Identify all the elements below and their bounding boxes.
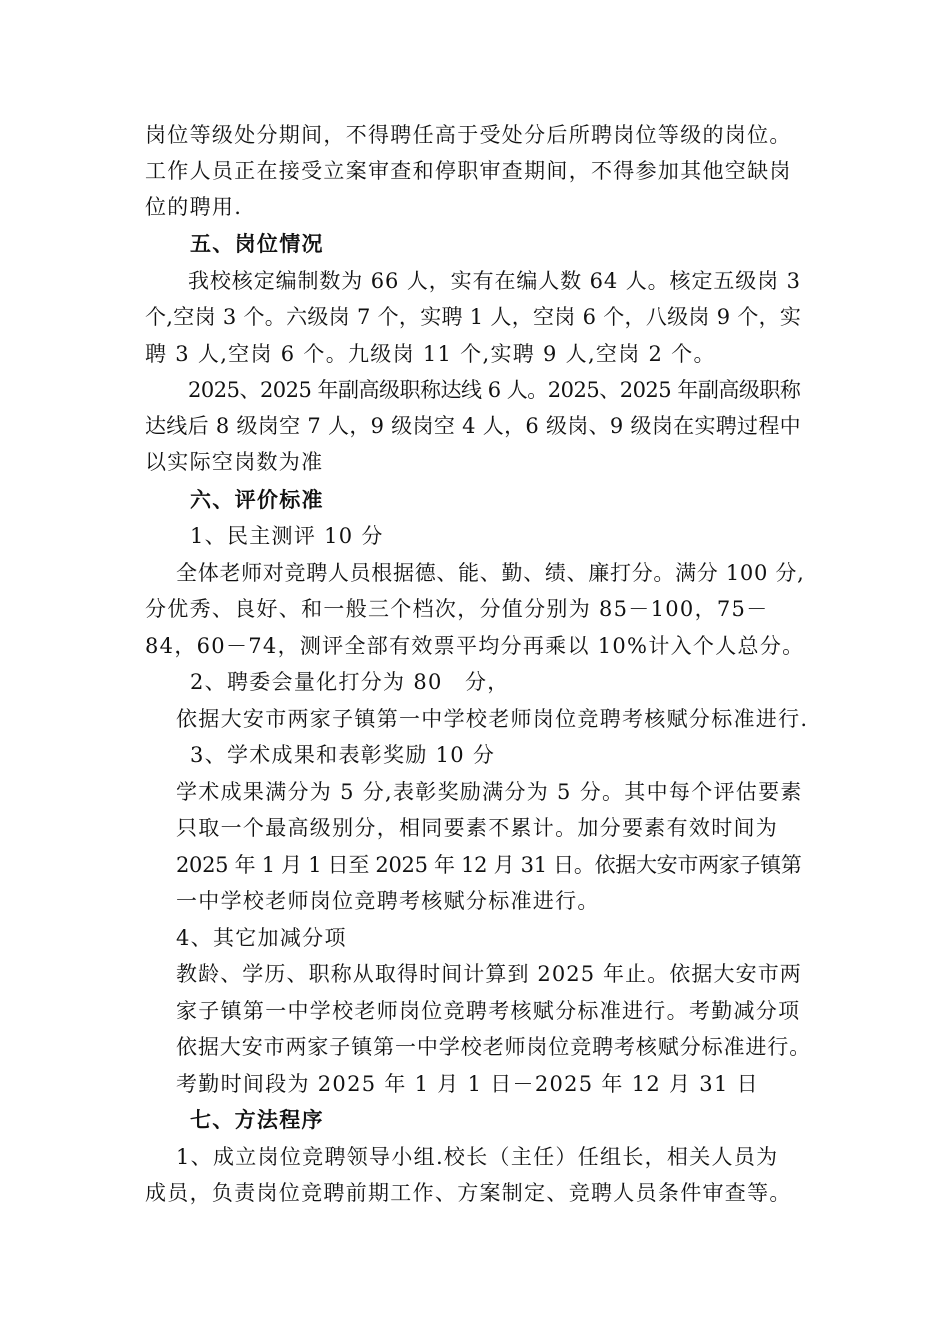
paragraph-line: 个,空岗 3 个。六级岗 7 个，实聘 1 人，空岗 6 个，八级岗 9 个，实 [145, 305, 802, 329]
paragraph-line: 依据大安市两家子镇第一中学校老师岗位竞聘考核赋分标准进行。 [176, 1035, 812, 1059]
section-heading-5: 五、岗位情况 [190, 232, 324, 256]
paragraph-line: 1、成立岗位竞聘领导小组.校长（主任）任组长，相关人员为 [176, 1145, 779, 1169]
paragraph-line: 学术成果满分为 5 分,表彰奖励满分为 5 分。其中每个评估要素 [176, 780, 803, 804]
subsection-title: 4、其它加减分项 [176, 926, 347, 950]
paragraph-line: 一中学校老师岗位竞聘考核赋分标准进行。 [176, 889, 600, 913]
paragraph-line: 我校核定编制数为 66 人，实有在编人数 64 人。核定五级岗 3 [188, 269, 801, 293]
paragraph-line: 以实际空岗数为准 [145, 450, 324, 474]
paragraph-line: 分优秀、良好、和一般三个档次，分值分别为 85－100，75－ [145, 597, 769, 621]
paragraph-line: 2025 年 1 月 1 日至 2025 年 12 月 31 日。依据大安市两家子镇第 [176, 853, 802, 877]
paragraph-line: 家子镇第一中学校老师岗位竞聘考核赋分标准进行。考勤减分项 [176, 999, 801, 1023]
paragraph-line: 聘 3 人,空岗 6 个。九级岗 11 个,实聘 9 人,空岗 2 个。 [145, 342, 716, 366]
paragraph-line: 依据大安市两家子镇第一中学校老师岗位竞聘考核赋分标准进行. [176, 707, 809, 731]
paragraph-line: 工作人员正在接受立案审查和停职审查期间，不得参加其他空缺岗 [145, 159, 792, 183]
paragraph-line: 位的聘用. [145, 195, 243, 219]
paragraph-line: 2025、2025 年副高级职称达线 6 人。2025、2025 年副高级职称 [188, 378, 801, 402]
subsection-title: 2、聘委会量化打分为 80 分， [190, 670, 510, 694]
paragraph-line: 岗位等级处分期间，不得聘任高于受处分后所聘岗位等级的岗位。 [145, 123, 792, 147]
paragraph-line: 成员，负责岗位竞聘前期工作、方案制定、竞聘人员条件审查等。 [145, 1181, 792, 1205]
paragraph-line: 84，60－74，测评全部有效票平均分再乘以 10%计入个人总分。 [145, 634, 805, 658]
section-heading-6: 六、评价标准 [190, 488, 324, 512]
paragraph-line: 教龄、学历、职称从取得时间计算到 2025 年止。依据大安市两 [176, 962, 802, 986]
section-heading-7: 七、方法程序 [190, 1108, 324, 1132]
subsection-title: 1、民主测评 10 分 [190, 524, 384, 548]
paragraph-line: 达线后 8 级岗空 7 人，9 级岗空 4 人，6 级岗、9 级岗在实聘过程中 [145, 414, 801, 438]
paragraph-line: 只取一个最高级别分，相同要素不累计。加分要素有效时间为 [176, 816, 779, 840]
subsection-title: 3、学术成果和表彰奖励 10 分 [190, 743, 496, 767]
paragraph-line: 全体老师对竞聘人员根据德、能、勤、绩、廉打分。满分 100 分, [176, 561, 805, 585]
paragraph-line: 考勤时间段为 2025 年 1 月 1 日－2025 年 12 月 31 日 [176, 1072, 759, 1096]
